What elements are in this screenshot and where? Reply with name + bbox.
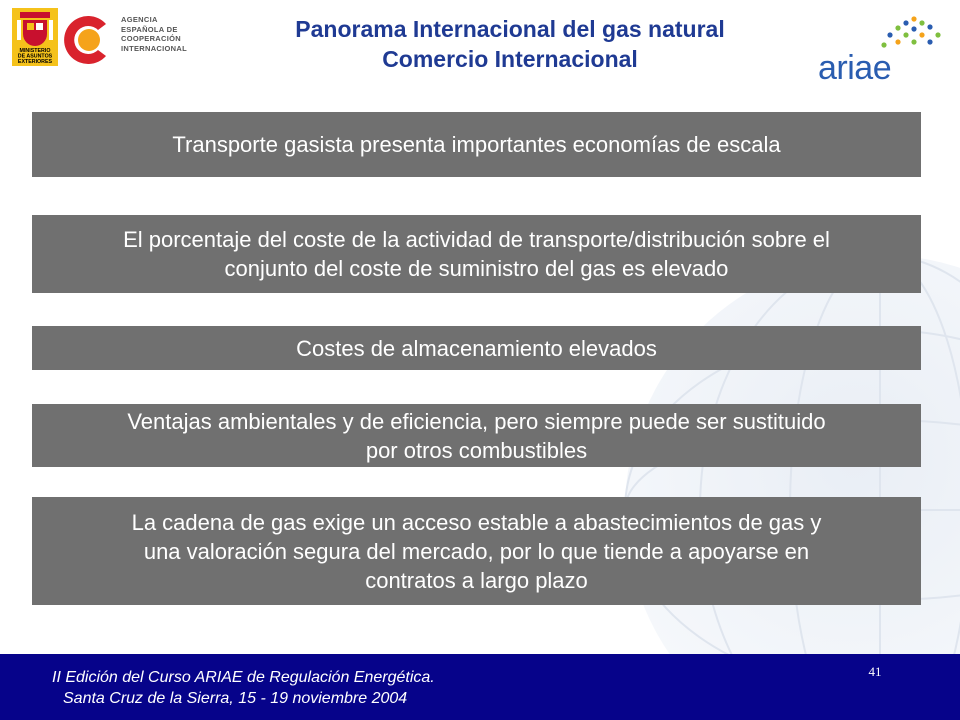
ministerio-caption-3: EXTERIORES [17, 59, 53, 65]
ministerio-logo [12, 8, 58, 66]
statement-box-3 [32, 326, 921, 370]
footer-bar [0, 654, 960, 720]
aecid-c-icon [60, 12, 118, 68]
globe-background-icon [620, 250, 960, 720]
slide-title [235, 14, 785, 74]
aecid-line-1: AGENCIA [121, 15, 158, 24]
aecid-logo-text [121, 15, 231, 53]
box-4-line-2: por otros combustibles [365, 437, 588, 463]
statement-box-4 [32, 404, 921, 467]
box-2-line-2: conjunto del coste de suministro del gas es elevado [224, 256, 729, 281]
box-4-line-1: Ventajas ambientales y de eficiencia, pero siempre puede ser sustituido [127, 408, 826, 434]
statement-box-2 [32, 215, 921, 293]
box-3-line-1: Costes de almacenamiento elevados [296, 335, 657, 361]
aecid-line-2: ESPAÑOLA DE [121, 24, 178, 34]
page-number: 41 [868, 664, 882, 679]
box-1-line-1: Transporte gasista presenta importantes economías de escala [172, 132, 781, 157]
ariae-logo-text: ariae [818, 49, 892, 87]
aecid-line-3: COOPERACIÓN [121, 34, 181, 43]
title-line-1: Panorama Internacional del gas natural [295, 16, 725, 42]
footer-course-name: II Edición del Curso ARIAE de Regulación Energética. [52, 669, 435, 686]
footer-location-date: Santa Cruz de la Sierra, 15 - 19 noviembre 2004 [63, 690, 408, 707]
statement-box-1 [32, 112, 921, 177]
coat-of-arms-icon [12, 8, 58, 66]
box-2-line-1: El porcentaje del coste de la actividad de transporte/distribución sobre el [123, 227, 830, 252]
aecid-line-4: INTERNACIONAL [121, 43, 187, 53]
box-5-line-2: una valoración segura del mercado, por lo que tiende a apoyarse en [143, 538, 810, 564]
box-5-line-3: contratos a largo plazo [365, 567, 588, 593]
title-line-2: Comercio Internacional [382, 46, 638, 72]
box-5-line-1: La cadena de gas exige un acceso estable a abastecimientos de gas y [131, 509, 822, 535]
ministerio-caption-1: MINISTERIO [19, 48, 51, 54]
statement-box-5 [32, 497, 921, 605]
ministerio-caption-2: DE ASUNTOS [17, 53, 53, 60]
